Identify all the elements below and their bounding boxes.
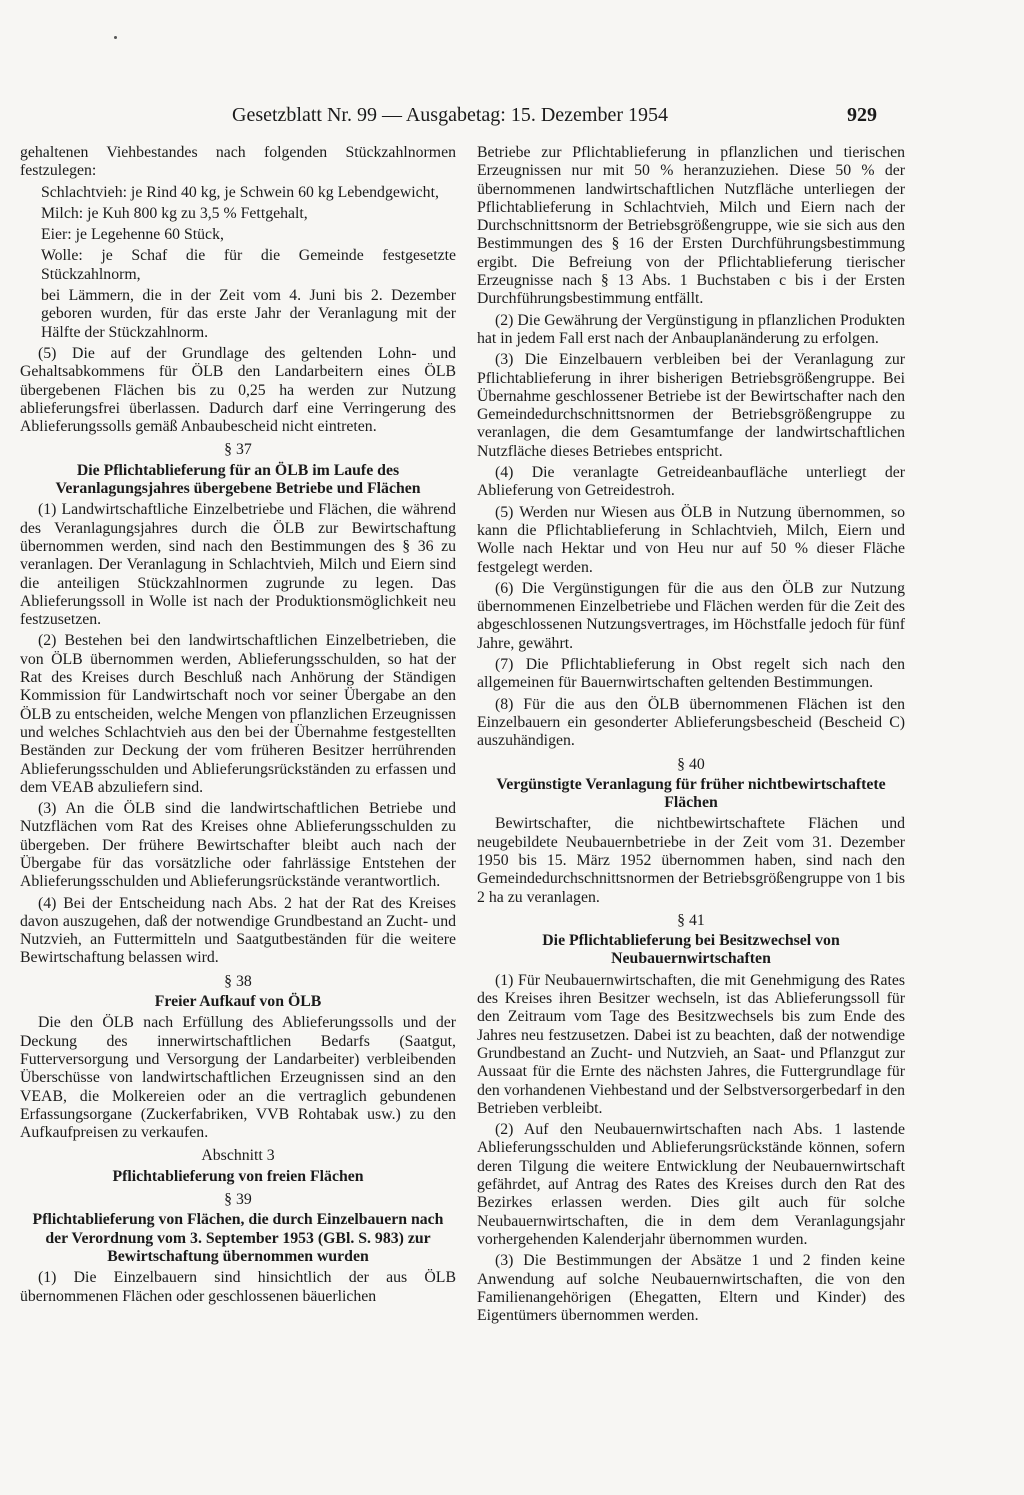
paragraph: gehaltenen Viehbestandes nach folgenden Stückzahlnormen festzulegen: [20,144,456,180]
paragraph-3: (3) Die Einzelbauern verbleiben bei der Veranlagung zur Pflichtablieferung in ihrer bisherigen Betriebsgrößengruppe. Bei Übernahme geschlossener Betriebe ist der Bewirtschafter nach den Gemeindedurchschnittsnormen der Betriebsgrößengruppe zu veranlagen, die dem Gesamtumfange der landwirtschaftlichen Nutzfläche dieses Betriebes entspricht. [477,351,905,460]
section-41-p3: (3) Die Bestimmungen der Absätze 1 und 2 finden keine Anwendung auf solche Neubauernwirtschaften, die von den Familienangehörigen (Ehegatten, Eltern und Kinder) des Eigentümers übernommen werden. [477,1252,905,1325]
abschnitt-heading: Abschnitt 3 [201,1147,275,1165]
section-37-p4: (4) Bei der Entscheidung nach Abs. 2 hat der Rat des Kreises davon auszugehen, daß der notwendige Grundbestand an Zucht- und Nutzvieh, an Futtermitteln und Saatgutbeständen für die weitere Bewirtschaftung belassen wird. [20,894,456,967]
section-39-number: § 39 [224,1191,252,1209]
section-40-title: Vergünstigte Veranlagung für früher nichtbewirtschaftete Flächen [496,775,886,812]
paragraph-6: (6) Die Vergünstigungen für die aus den ÖLB zur Nutzung übernommenen Einzelbetriebe und Flächen werden für die Zeit des abgeschlossenen Nutzungsvertrages, im Höchstfalle jedoch für fünf Jahre, gewährt. [477,579,905,652]
section-40-paragraph: Bewirtschafter, die nichtbewirtschaftete Flächen und neugebildete Neubauernbetriebe in der Zeit vom 31. Dezember 1950 bis 15. März 1952 übernommen haben, sind nach den Gemeindedurchschnittsnormen der Betriebsgrößengruppe von 1 bis 2 ha zu veranlagen. [477,815,905,906]
paragraph-5: (5) Werden nur Wiesen aus ÖLB in Nutzung übernommen, so kann die Pflichtablieferung in Schlachtvieh, Milch, Eiern und Wolle nach Hektar und von Heu nur auf 50 % dieser Fläche festgelegt werden. [477,503,905,576]
left-column [20,144,456,1309]
section-39-p1: (1) Die Einzelbauern sind hinsichtlich der aus ÖLB übernommenen Flächen oder geschlossenen bäuerlichen [20,1269,456,1305]
paragraph-7: (7) Die Pflichtablieferung in Obst regelt sich nach den allgemeinen für Bauernwirtschaften geltenden Bestimmungen. [477,656,905,692]
scan-speck [114,36,117,39]
section-37-title: Die Pflichtablieferung für an ÖLB im Laufe des Veranlagungsjahres übergebene Betriebe und Flächen [55,461,421,498]
paragraph-2: (2) Die Gewährung der Vergünstigung in pflanzlichen Produkten hat in jedem Fall erst nach der Anbauplanänderung zu erfolgen. [477,311,905,347]
section-41-p1: (1) Für Neubauernwirtschaften, die mit Genehmigung des Rates des Kreises ihren Besitzer wechseln, ist das Ablieferungssoll für den Zeitraum vom Tage des Besitzwechsels bis zum Ende des Jahres neu festzusetzen. Dabei ist zu beachten, daß der notwendige Grundbestand an Zucht- und Nutzvieh, an Saat- und Pflanzgut zur Aussaat für die Ernte des nächsten Jahres, die Futtergrundlage für den vorhandenen Viehbestand und der Selbstversorgerbedarf in den Betrieben verbleibt. [477,971,905,1117]
section-37-p3: (3) An die ÖLB sind die landwirtschaftlichen Betriebe und Nutzflächen vom Rat des Kreises ohne Ablieferungsschulden zu übergeben. Der frühere Bewirtschafter bleibt auch nach der Übergabe für das vorsätzliche oder fahrlässige Entstehen der Ablieferungsschulden und Ablieferungsrückstände verantwortlich. [20,800,456,891]
section-40-number: § 40 [677,755,705,773]
norm-milch: Milch: je Kuh 800 kg zu 3,5 % Fettgehalt, [41,204,308,222]
norm-wolle: Wolle: je Schaf die für die Gemeinde festgesetzte Stückzahlnorm, [41,247,456,283]
paragraph-8: (8) Für die aus den ÖLB übernommenen Flächen ist den Einzelbauern ein gesonderter Ablieferungsbescheid (Bescheid C) auszuhändigen. [477,695,905,750]
right-column [477,144,905,1328]
section-38-number: § 38 [224,972,252,990]
section-37-number: § 37 [224,441,252,459]
norm-schlachtvieh: Schlachtvieh: je Rind 40 kg, je Schwein 60 kg Lebendgewicht, [41,183,439,201]
section-37-p2: (2) Bestehen bei den landwirtschaftlichen Einzelbetrieben, die von ÖLB übernommen werden, Ablieferungsschulden, so hat der Rat des Kreises durch Beschluß nach Anhörung der Ständigen Kommission für Landwirtschaft noch vor seiner Übergabe an den ÖLB zu entscheiden, welche Mengen von pflanzlichen Erzeugnissen und welches Schlachtvieh aus den bei der Übernahme festgestellten Beständen zur Deckung der vom früheren Besitzer herrührenden Ablieferungsschulden und Ablieferungsrückständen zu erfassen und dem VEAB abzuliefern sind. [20,632,456,796]
section-38-paragraph: Die den ÖLB nach Erfüllung des Ablieferungssolls und der Deckung des innerwirtschaftlichen Bedarfs (Saatgut, Futterversorgung und Versorgung der Landarbeiter) verbleibenden Überschüsse von landwirtschaftlichen Erzeugnissen sind an den VEAB, die Molkereien oder an die vertraglich gebundenen Erfassungsorgane (Zuckerfabriken, VVB Rohtabak usw.) zu den Aufkaufpreisen zu verkaufen. [20,1014,456,1142]
norm-eier: Eier: je Legehenne 60 Stück, [41,226,224,244]
page-header [232,100,877,130]
paragraph-5: (5) Die auf der Grundlage des geltenden Lohn- und Gehaltsabkommens für ÖLB den Landarbeitern eines ÖLB übergebenen Flächen bis zu 0,25 ha werden zur Nutzung ablieferungsfrei überlassen. Dadurch darf eine Verringerung des Ablieferungssolls gemäß Anbaubescheid nicht eintreten. [20,344,456,436]
page-number: 929 [847,104,877,126]
abschnitt-title: Pflichtablieferung von freien Flächen [112,1167,364,1185]
section-37-p1: (1) Landwirtschaftliche Einzelbetriebe und Flächen, die während des Veranlagungsjahres durch die ÖLB zur Bewirtschaftung übernommen werden, sind nach den Bestimmungen des § 36 zu veranlagen. Der Veranlagung in Schlachtvieh, Milch und Eiern sind die anteiligen Stückzahlnormen zugrunde zu legen. Das Ablieferungssoll in Wolle ist nach der Produktionsmöglichkeit neu festzusetzen. [20,501,456,629]
norm-laemmer: bei Lämmern, die in der Zeit vom 4. Juni bis 2. Dezember geboren wurden, für das erste Jahr der Veranlagung mit der Hälfte der Stückzahlnorm. [41,287,456,341]
paragraph-4: (4) Die veranlagte Getreideanbaufläche unterliegt der Ablieferung von Getreidestroh. [477,464,905,500]
paragraph-continued: Betriebe zur Pflichtablieferung in pflanzlichen und tierischen Erzeugnissen nur mit 50 % heranzuziehen. Diese 50 % der übernommenen landwirtschaftlichen Nutzfläche unterliegen der Pflichtablieferung in Schlachtvieh, Milch und Eiern nach der Durchschnittsnorm der Betriebsgrößengruppe, wie sie sich aus den Bestimmungen des § 16 der Ersten Durchführungsbestimmung ergibt. Die Befreiung von der Pflichtablieferung tierischer Erzeugnisse nach § 13 Abs. 1 Buchstaben c bis i der Ersten Durchführungsbestimmung entfällt. [477,144,905,308]
section-41-number: § 41 [677,911,705,929]
section-41-title: Die Pflichtablieferung bei Besitzwechsel von Neubauernwirtschaften [542,932,840,968]
header-title: Gesetzblatt Nr. 99 — Ausgabetag: 15. Dezember 1954 [232,104,668,126]
section-38-title: Freier Aufkauf von ÖLB [154,993,322,1011]
section-41-p2: (2) Auf den Neubauernwirtschaften nach Abs. 1 lastende Ablieferungsschulden und Ablieferungsrückstände können, sofern deren Tilgung die weitere Entwicklung der Neubauernwirtschaft gefährdet, auf Antrag des Rates des Kreises durch den Rat des Bezirkes erlassen werden. Dies gilt auch für solche Neubauernwirtschaften, die in dem dem Veranlagungsjahr vorhergehenden Kalenderjahr übernommen wurden. [477,1121,905,1248]
section-39-title: Pflichtablieferung von Flächen, die durch Einzelbauern nach der Verordnung vom 3. September 1953 (GBl. S. 983) zur Bewirtschaftung übernommen wurden [32,1211,444,1265]
